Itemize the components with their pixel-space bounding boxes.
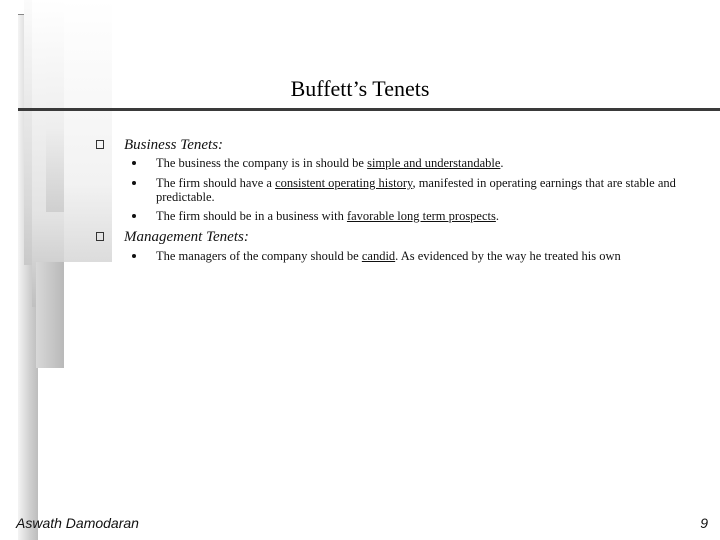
bullet-dot-icon bbox=[132, 181, 136, 185]
bullet-text: The firm should have a bbox=[156, 176, 276, 190]
list-item bbox=[132, 156, 692, 170]
bullet-text-end: , manifested in operating earnings that are stable and predictable. bbox=[156, 176, 676, 204]
bullet-text-end: . bbox=[500, 156, 504, 170]
bullet-text-end: . bbox=[495, 209, 499, 223]
list-item bbox=[132, 249, 692, 263]
bullet-emphasis: simple and understandable bbox=[367, 156, 501, 170]
list-item bbox=[132, 209, 692, 223]
bullet-text: The firm should be in a business with bbox=[156, 209, 347, 223]
footer-author: Aswath Damodaran bbox=[16, 515, 139, 531]
page-number: 9 bbox=[700, 515, 708, 531]
bullet-emphasis: candid bbox=[361, 249, 396, 263]
bullet-text: The business the company is in should be bbox=[156, 156, 368, 170]
bullet-dot-icon bbox=[132, 254, 136, 258]
decorative-bar bbox=[64, 0, 112, 262]
list-item bbox=[132, 176, 692, 204]
title-divider bbox=[18, 108, 720, 111]
square-bullet-icon bbox=[96, 140, 104, 149]
decorative-tick bbox=[18, 14, 24, 15]
bullet-dot-icon bbox=[132, 214, 136, 218]
bullet-text-end: . As evidenced by the way he treated his own bbox=[395, 249, 621, 263]
decorative-bar bbox=[36, 262, 64, 368]
bullet-emphasis: consistent operating history bbox=[275, 176, 413, 190]
section-heading: Management Tenets: bbox=[124, 229, 249, 245]
section-heading: Business Tenets: bbox=[124, 137, 224, 153]
bullet-emphasis: favorable long term prospects bbox=[346, 209, 496, 223]
bullet-dot-icon bbox=[132, 161, 136, 165]
slide-title: Buffett’s Tenets bbox=[290, 76, 430, 101]
bullet-text: The managers of the company should be bbox=[156, 249, 362, 263]
square-bullet-icon bbox=[96, 232, 104, 241]
